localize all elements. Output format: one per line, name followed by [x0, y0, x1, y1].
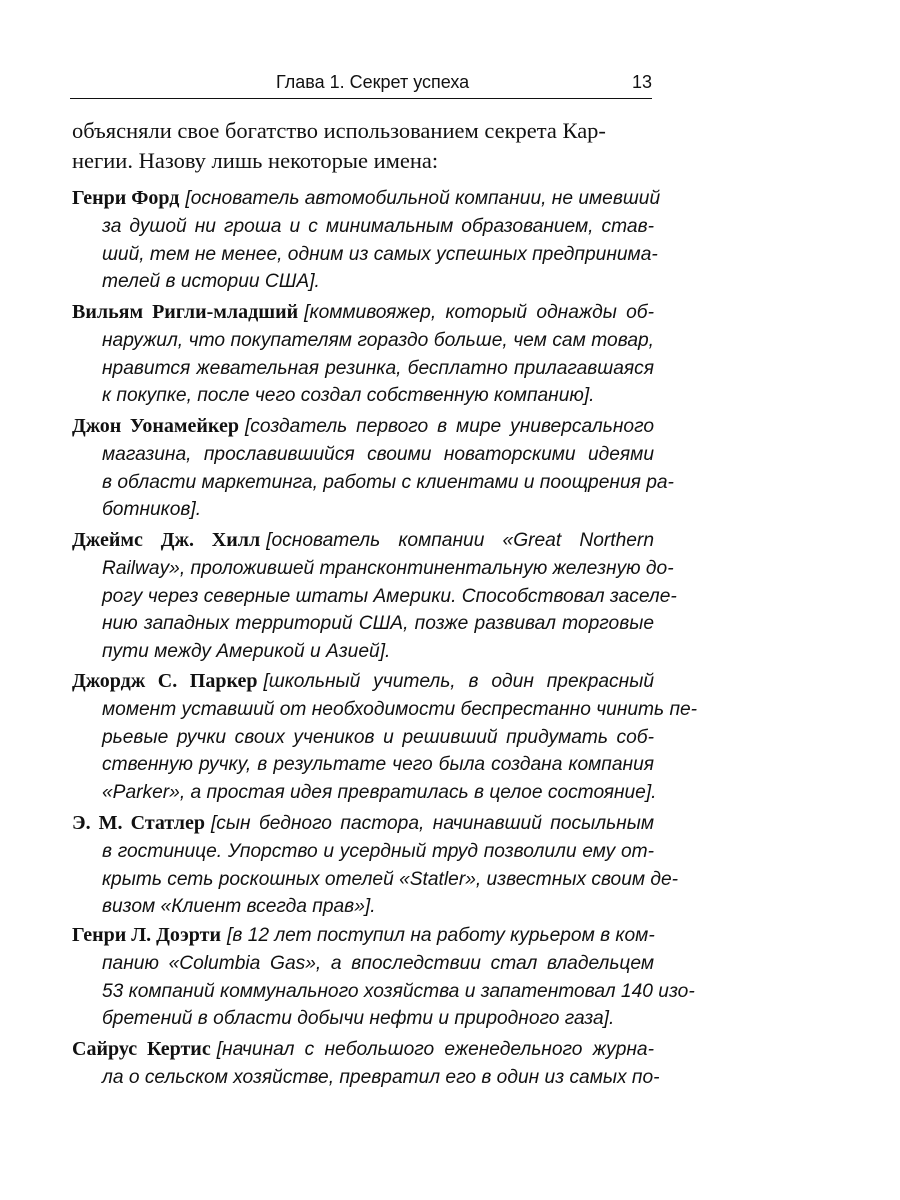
entry-text: [начинал с небольшого еженедельного журна- — [216, 1039, 654, 1060]
entry-line: бретений в области добычи нефти и природного газа]. — [102, 1008, 615, 1030]
entry-line — [72, 527, 654, 555]
intro-paragraph — [72, 116, 654, 176]
entry-line: Railway», проложившей трансконтинентальную железную до- — [102, 557, 674, 579]
entry-line: к покупке, после чего создал собственную компанию]. — [102, 385, 595, 407]
entry-line: за душой ни гроша и с минимальным образованием, став- — [102, 215, 654, 237]
entry-line: магазина, прославившийся своими новаторскими идеями — [102, 443, 654, 465]
entry-line — [72, 810, 654, 838]
biography-entry — [72, 1036, 660, 1092]
entry-text: [создатель первого в мире универсального — [244, 416, 654, 437]
entry-line — [72, 413, 654, 441]
entry-text: [основатель компании «Great Northern — [266, 530, 654, 551]
entry-line — [72, 922, 654, 950]
entry-line — [72, 299, 654, 327]
running-header — [70, 70, 652, 99]
entry-line: пути между Америкой и Азией]. — [102, 641, 391, 663]
entry-line: крыть сеть роскошных отелей «Statler», известных своим де- — [102, 868, 679, 890]
biography-entry — [72, 527, 677, 666]
entry-line — [72, 668, 654, 696]
person-name: Джеймс Дж. Хилл — [72, 529, 261, 551]
entry-line: ла о сельском хозяйстве, превратил его в один из самых по- — [102, 1066, 660, 1088]
entry-line: «Parker», а простая идея превратилась в целое состояние]. — [102, 782, 657, 804]
person-name: Джон Уонамейкер — [72, 415, 239, 437]
entry-line: рогу через северные штаты Америки. Способствовал заселе- — [102, 585, 677, 607]
entry-line: визом «Клиент всегда прав»]. — [102, 896, 376, 918]
biography-entry — [72, 413, 674, 524]
biography-entry — [72, 668, 698, 807]
entry-line: наружил, что покупателям гораздо больше, чем сам товар, — [102, 329, 654, 351]
intro-line: негии. Назову лишь некоторые имена: — [72, 148, 439, 173]
entry-line: нравится жевательная резинка, бесплатно прилагавшаяся — [102, 357, 654, 379]
page-number: 13 — [631, 72, 652, 92]
person-name: Вильям Ригли-младший — [72, 301, 299, 323]
person-name: Сайрус Кертис — [72, 1038, 211, 1060]
entry-line: момент уставший от необходимости беспрестанно чинить пе- — [102, 698, 698, 720]
entry-line: в области маркетинга, работы с клиентами и поощрения ра- — [102, 471, 674, 493]
entry-line — [72, 185, 661, 213]
entry-line: телей в истории США]. — [102, 271, 320, 293]
biography-entry — [72, 299, 654, 410]
entry-text: [школьный учитель, в один прекрасный — [263, 671, 654, 692]
entry-line: панию «Columbia Gas», а впоследствии стал владельцем — [102, 952, 654, 974]
entry-line: ший, тем не менее, одним из самых успешных предпринима- — [102, 243, 658, 265]
entry-text: [в 12 лет поступил на работу курьером в ком- — [227, 925, 655, 946]
biography-entry — [72, 810, 679, 921]
entry-line: нию западных территорий США, позже развивал торговые — [102, 613, 654, 635]
entry-line — [72, 1036, 654, 1064]
biography-entry — [72, 185, 661, 296]
entry-text: [основатель автомобильной компании, не имевший — [185, 188, 661, 209]
person-name: Генри Форд — [72, 187, 180, 209]
entry-line: 53 компаний коммунального хозяйства и запатентовал 140 изо- — [102, 980, 695, 1002]
entry-line: в гостинице. Упорство и усердный труд позволили ему от- — [102, 840, 654, 862]
person-name: Джордж С. Паркер — [72, 670, 258, 692]
entry-line: ботников]. — [102, 499, 202, 521]
intro-line: объясняли свое богатство использованием секрета Кар- — [72, 118, 606, 143]
person-name: Генри Л. Доэрти — [72, 924, 222, 946]
entry-text: [сын бедного пастора, начинавший посыльным — [210, 813, 654, 834]
entry-line: ственную ручку, в результате чего была создана компания — [102, 754, 654, 776]
person-name: Э. М. Статлер — [72, 812, 205, 834]
chapter-title: Глава 1. Секрет успеха — [276, 72, 470, 92]
entry-text: [коммивояжер, который однажды об- — [304, 302, 654, 323]
biography-entry — [72, 922, 695, 1033]
entry-line: рьевые ручки своих учеников и решивший придумать соб- — [102, 726, 654, 748]
